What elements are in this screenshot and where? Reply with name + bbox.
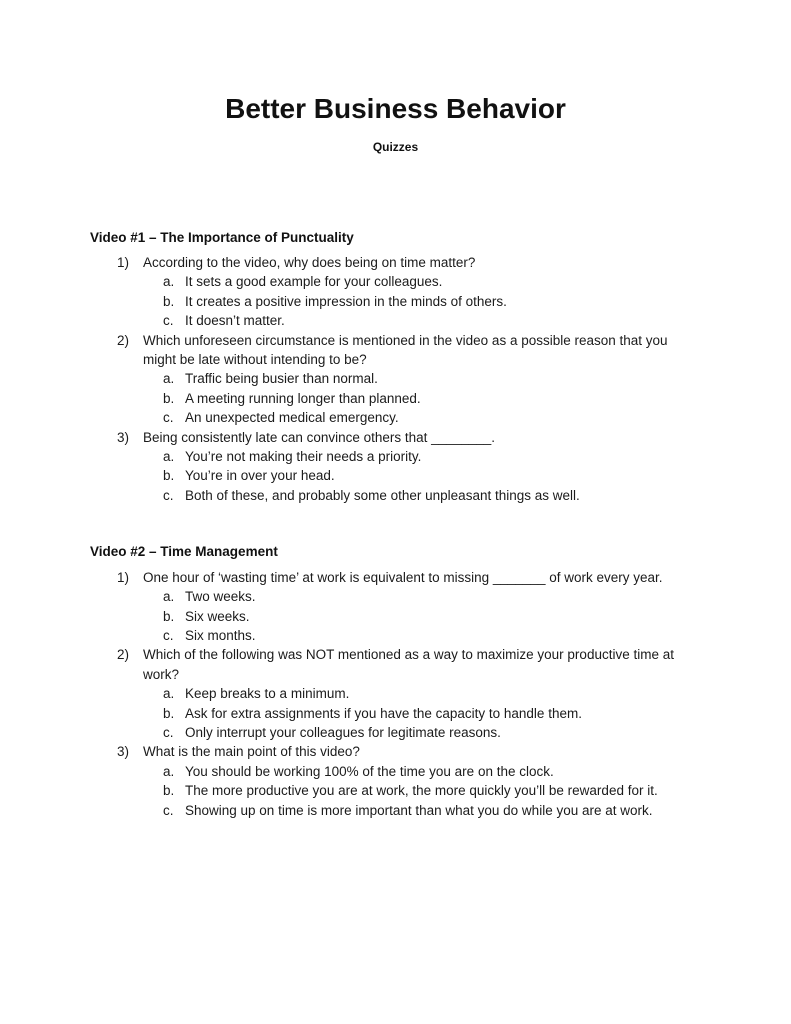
question-text: According to the video, why does being on time matter? [143, 255, 476, 270]
choice-letter: a. [163, 686, 175, 702]
choice-letter: b. [163, 468, 175, 484]
choice-text: Traffic being busier than normal. [185, 371, 378, 387]
choice-item [163, 466, 701, 485]
question-item [117, 428, 701, 447]
choice-text: You’re in over your head. [185, 468, 335, 484]
choice-text: A meeting running longer than planned. [185, 390, 421, 406]
section-heading: Video #1 – The Importance of Punctuality [90, 229, 354, 245]
question-item [117, 253, 701, 272]
question-item [117, 742, 701, 761]
choice-text: Six months. [185, 627, 256, 643]
choice-text: Six weeks. [185, 608, 250, 624]
quiz-section-video-1 [90, 228, 701, 506]
choice-item [163, 723, 701, 742]
choice-item [163, 486, 701, 505]
choice-text: Both of these, and probably some other unpleasant things as well. [185, 487, 580, 503]
question-number: 2) [117, 647, 130, 663]
choice-item [163, 272, 701, 291]
choice-text: Ask for extra assignments if you have the capacity to handle them. [185, 705, 582, 721]
question-text: Which of the following was NOT mentioned as a way to maximize your productive time at work? [143, 647, 674, 682]
choice-text: You’re not making their needs a priority. [185, 449, 422, 465]
choice-text: The more productive you are at work, the more quickly you’ll be rewarded for it. [185, 783, 658, 799]
choice-item [163, 762, 701, 781]
question-text: Being consistently late can convince others that ________. [143, 429, 495, 445]
choice-item [163, 781, 701, 800]
choice-item [163, 704, 701, 723]
choice-text: Showing up on time is more important than what you do while you are at work. [185, 802, 653, 818]
choice-text: Keep breaks to a minimum. [185, 686, 350, 702]
question-number: 1) [117, 255, 130, 270]
choice-item [163, 801, 701, 820]
choice-letter: b. [163, 293, 175, 309]
choice-letter: c. [163, 627, 174, 643]
page-title: Better Business Behavior [225, 93, 566, 124]
page-subtitle: Quizzes [372, 139, 419, 154]
choice-text: You should be working 100% of the time you are on the clock. [185, 763, 554, 779]
choice-item [163, 587, 701, 606]
question-number: 3) [117, 744, 130, 760]
choice-item [163, 311, 701, 330]
choice-text: It sets a good example for your colleagues. [185, 274, 443, 290]
choice-letter: b. [163, 608, 175, 624]
choice-item [163, 607, 701, 626]
choice-text: Only interrupt your colleagues for legitimate reasons. [185, 724, 501, 740]
choice-item [163, 292, 701, 311]
choice-item [163, 389, 701, 408]
choice-item [163, 447, 701, 466]
choice-letter: b. [163, 390, 175, 406]
question-number: 2) [117, 332, 130, 348]
choice-item [163, 626, 701, 645]
choice-letter: a. [163, 589, 175, 605]
choice-text: It creates a positive impression in the minds of others. [185, 293, 507, 309]
choice-letter: a. [163, 274, 175, 290]
choice-letter: b. [163, 783, 175, 799]
choice-text: Two weeks. [185, 589, 256, 605]
choice-letter: c. [163, 802, 174, 818]
section-heading: Video #2 – Time Management [90, 544, 278, 560]
choice-letter: a. [163, 763, 175, 779]
question-number: 1) [117, 569, 130, 585]
choice-text: It doesn’t matter. [185, 313, 285, 329]
choice-item [163, 408, 701, 427]
choice-letter: c. [163, 487, 174, 503]
choice-item [163, 684, 701, 703]
choice-letter: b. [163, 705, 175, 721]
question-text: What is the main point of this video? [143, 744, 360, 760]
choice-letter: a. [163, 371, 175, 387]
question-item [117, 645, 701, 684]
choice-letter: c. [163, 410, 174, 426]
choice-letter: c. [163, 313, 174, 329]
question-number: 3) [117, 429, 130, 445]
choice-text: An unexpected medical emergency. [185, 410, 399, 426]
choice-letter: c. [163, 724, 174, 740]
question-text: Which unforeseen circumstance is mentioned in the video as a possible reason that you might be late without intending to be? [143, 332, 668, 368]
question-item [117, 568, 701, 587]
choice-item [163, 369, 701, 388]
quiz-section-video-2 [90, 542, 701, 820]
question-text: One hour of ‘wasting time’ at work is equivalent to missing _______ of work every year. [143, 569, 663, 585]
question-item [117, 331, 701, 370]
choice-letter: a. [163, 449, 175, 465]
